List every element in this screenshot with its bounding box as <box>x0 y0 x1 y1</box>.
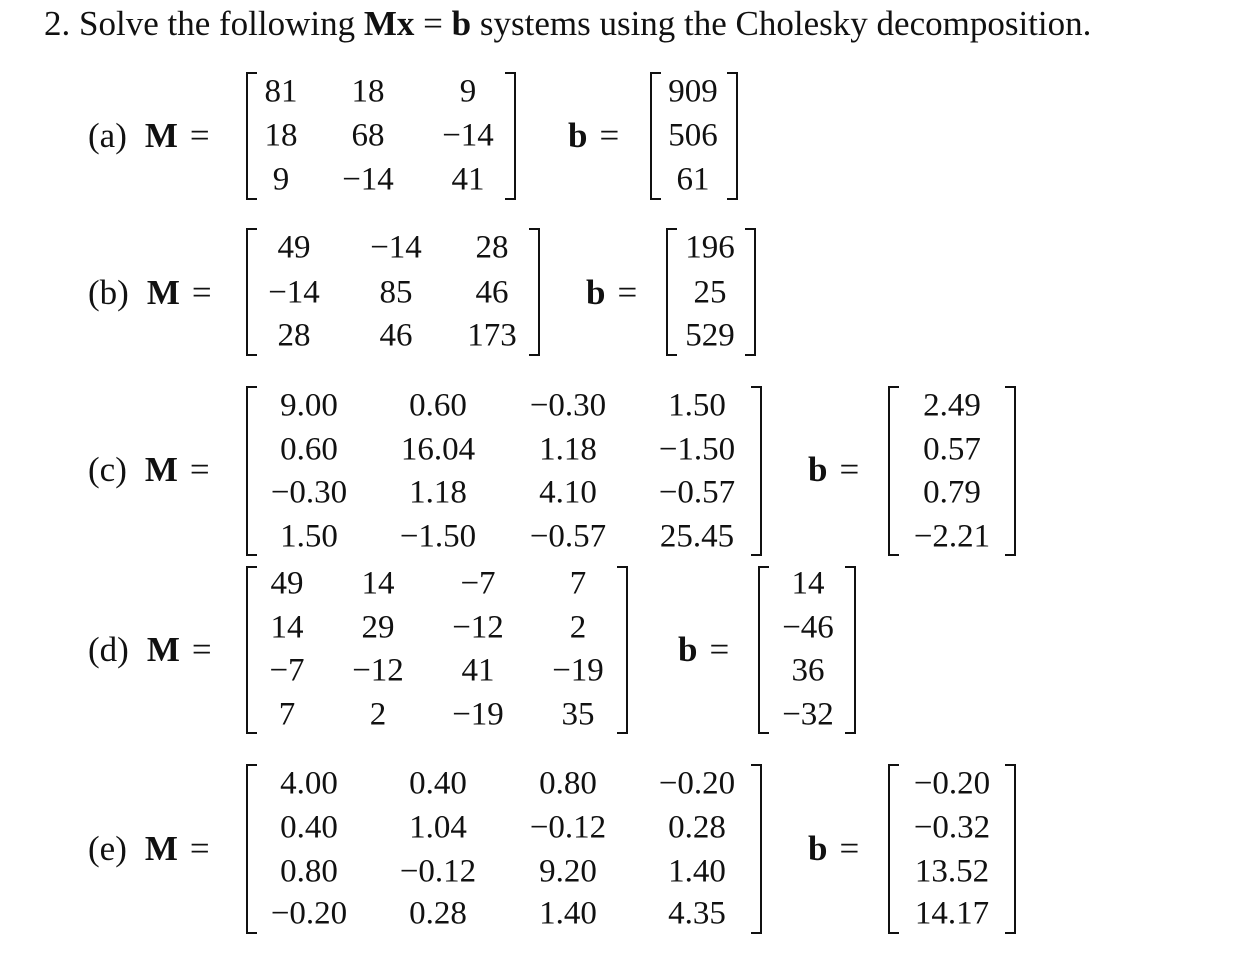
vector-cell: 196 <box>685 229 735 266</box>
matrix-cell: −0.12 <box>399 853 477 890</box>
matrix-cell: 1.04 <box>409 809 467 846</box>
matrix-cell: 41 <box>461 652 495 689</box>
matrix-cell: −0.57 <box>529 518 607 555</box>
equals-sign: = <box>191 273 212 312</box>
vector-symbol: b <box>678 630 698 669</box>
matrix-cell: 0.40 <box>280 809 338 846</box>
matrix-cell: −0.57 <box>658 474 736 511</box>
vector-cell: 0.57 <box>923 431 981 468</box>
part-label: (c) <box>88 450 127 489</box>
vector-cell: −0.20 <box>913 765 991 802</box>
vector-cell: 36 <box>791 652 825 689</box>
equals-sign: = <box>709 630 730 669</box>
matrix-symbol: M <box>146 273 180 312</box>
matrix-symbol: M <box>146 630 180 669</box>
vector-symbol: b <box>808 450 828 489</box>
matrix-cell: −0.30 <box>270 474 348 511</box>
matrix-cell: 28 <box>475 229 509 266</box>
equals-sign: = <box>189 829 210 868</box>
matrix-cell: 4.35 <box>668 895 726 932</box>
matrix-cell: −0.12 <box>529 809 607 846</box>
equals-sign: = <box>189 450 210 489</box>
matrix-cell: −14 <box>342 161 394 198</box>
vector-cell: 909 <box>668 73 718 110</box>
matrix-cell: 2 <box>569 609 587 646</box>
matrix-cell: 0.80 <box>539 765 597 802</box>
vector-b <box>888 764 1016 934</box>
matrix-cell: 1.40 <box>539 895 597 932</box>
equals-sign: = <box>839 829 860 868</box>
matrix-symbol: M <box>144 450 178 489</box>
matrix-cell: 7 <box>278 696 296 733</box>
matrix-cell: 85 <box>379 274 413 311</box>
equals-sign: = <box>191 630 212 669</box>
vector-cell: −0.32 <box>913 809 991 846</box>
matrix-cell: 0.28 <box>409 895 467 932</box>
matrix-m <box>246 764 762 934</box>
matrix-cell: 9 <box>272 161 290 198</box>
matrix-cell: −12 <box>352 652 404 689</box>
matrix-cell: −19 <box>552 652 604 689</box>
matrix-cell: 1.18 <box>539 431 597 468</box>
left-bracket <box>246 764 257 934</box>
vector-cell: 14.17 <box>914 895 990 932</box>
matrix-cell: 49 <box>277 229 311 266</box>
matrix-cell: −1.50 <box>399 518 477 555</box>
matrix-cell: 9 <box>459 73 477 110</box>
part-label: (e) <box>88 829 127 868</box>
vector-cell: 25 <box>693 274 727 311</box>
matrix-cell: 28 <box>277 317 311 354</box>
matrix-cell: 9.20 <box>539 853 597 890</box>
matrix-cell: 1.50 <box>280 518 338 555</box>
equals-sign: = <box>599 116 620 155</box>
matrix-cell: 9.00 <box>280 387 338 424</box>
problem-number: 2. <box>44 4 71 43</box>
matrix-cell: −14 <box>370 229 422 266</box>
matrix-cell: −12 <box>452 609 504 646</box>
vector-cell: 14 <box>791 565 825 602</box>
problem-text-before: Solve the following <box>79 4 356 43</box>
matrix-cell: 173 <box>467 317 517 354</box>
vector-cell: 61 <box>676 161 710 198</box>
matrix-cell: 1.18 <box>409 474 467 511</box>
matrix-cell: −0.20 <box>270 895 348 932</box>
matrix-cell: 7 <box>569 565 587 602</box>
matrix-cell: 35 <box>561 696 595 733</box>
vector-cell: −2.21 <box>913 518 991 555</box>
matrix-symbol: M <box>144 116 178 155</box>
part-label: (a) <box>88 116 127 155</box>
right-bracket <box>1005 764 1016 934</box>
vector-symbol: b <box>586 273 606 312</box>
matrix-cell: 0.40 <box>409 765 467 802</box>
matrix-cell: 14 <box>270 609 304 646</box>
matrix-cell: 0.60 <box>409 387 467 424</box>
part-label: (b) <box>88 273 129 312</box>
matrix-cell: 1.40 <box>668 853 726 890</box>
matrix-symbol: M <box>144 829 178 868</box>
matrix-cell: 14 <box>361 565 395 602</box>
matrix-cell: 16.04 <box>400 431 476 468</box>
matrix-cell: 25.45 <box>659 518 735 555</box>
vector-symbol: b <box>568 116 588 155</box>
vector-cell: −32 <box>782 696 834 733</box>
equals-sign: = <box>189 116 210 155</box>
matrix-cell: −0.30 <box>529 387 607 424</box>
matrix-cell: 68 <box>351 117 385 154</box>
matrix-cell: 4.00 <box>280 765 338 802</box>
matrix-cell: 81 <box>264 73 298 110</box>
problem-lhs: Mx <box>363 4 415 43</box>
matrix-cell: −19 <box>452 696 504 733</box>
right-bracket <box>751 764 762 934</box>
part-label: (d) <box>88 630 129 669</box>
matrix-cell: 1.50 <box>668 387 726 424</box>
matrix-cell: 46 <box>379 317 413 354</box>
matrix-cell: 29 <box>361 609 395 646</box>
matrix-cell: −0.20 <box>658 765 736 802</box>
matrix-cell: 49 <box>270 565 304 602</box>
vector-cell: 529 <box>685 317 735 354</box>
vector-cell: 506 <box>668 117 718 154</box>
problem-rhs: b <box>451 4 472 43</box>
equals-sign: = <box>839 450 860 489</box>
matrix-cell: 41 <box>451 161 485 198</box>
left-bracket <box>888 764 899 934</box>
matrix-cell: −1.50 <box>658 431 736 468</box>
vector-cell: 13.52 <box>914 853 990 890</box>
problem-text-after: systems using the Cholesky decomposition. <box>479 4 1092 43</box>
matrix-cell: −7 <box>269 652 305 689</box>
matrix-cell: −14 <box>442 117 494 154</box>
matrix-cell: 0.60 <box>280 431 338 468</box>
matrix-cell: 2 <box>369 696 387 733</box>
vector-cell: 0.79 <box>923 474 981 511</box>
system-label <box>88 829 210 869</box>
problem-eq: = <box>423 4 443 43</box>
matrix-cell: −7 <box>460 565 496 602</box>
equals-sign: = <box>617 273 638 312</box>
matrix-cell: 0.80 <box>280 853 338 890</box>
matrix-cell: 46 <box>475 274 509 311</box>
matrix-cell: 18 <box>351 73 385 110</box>
matrix-cell: 4.10 <box>539 474 597 511</box>
matrix-cell: −14 <box>268 274 320 311</box>
vector-cell: 2.49 <box>923 387 981 424</box>
vector-label <box>808 829 859 869</box>
vector-cell: −46 <box>782 609 834 646</box>
matrix-cell: 18 <box>264 117 298 154</box>
matrix-cell: 0.28 <box>668 809 726 846</box>
vector-symbol: b <box>808 829 828 868</box>
